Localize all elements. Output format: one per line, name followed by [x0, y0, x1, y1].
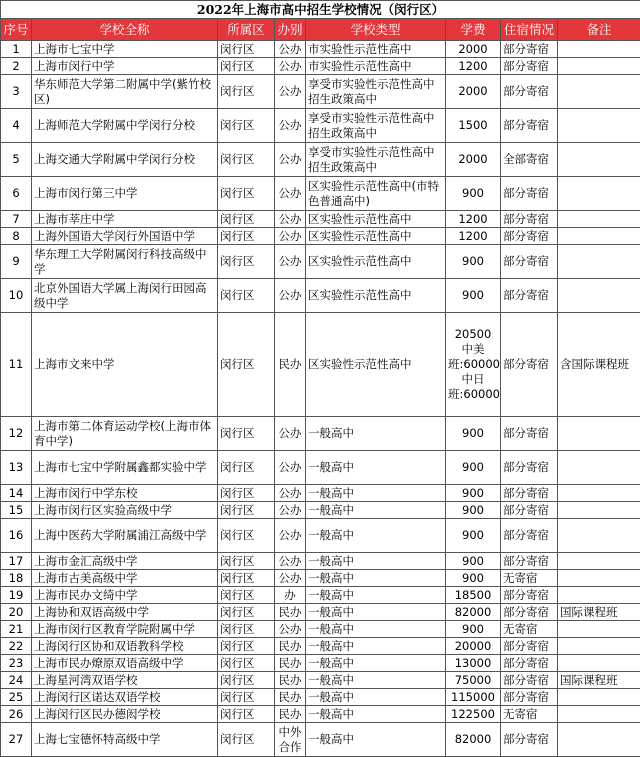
cell-boarding: 部分寄宿 [501, 109, 558, 143]
table-row [1, 587, 640, 604]
cell-school-type: 一般高中 [306, 706, 446, 723]
header-district: 所属区 [218, 19, 275, 41]
cell-note [558, 706, 640, 723]
cell-ownership: 民办 [275, 604, 306, 621]
cell-ownership: 公办 [275, 41, 306, 58]
cell-ownership: 公办 [275, 485, 306, 502]
cell-fee: 900 [446, 485, 501, 502]
cell-boarding: 部分寄宿 [501, 41, 558, 58]
cell-note [558, 587, 640, 604]
cell-ownership: 公办 [275, 417, 306, 451]
cell-district: 闵行区 [218, 672, 275, 689]
cell-school-name: 上海市莘庄中学 [32, 211, 218, 228]
cell-school-type: 一般高中 [306, 638, 446, 655]
cell-fee: 1200 [446, 211, 501, 228]
cell-school-name: 上海外国语大学闵行外国语中学 [32, 228, 218, 245]
cell-school-name: 上海交通大学附属中学闵行分校 [32, 143, 218, 177]
cell-boarding: 部分寄宿 [501, 313, 558, 417]
cell-no: 23 [1, 655, 32, 672]
cell-fee: 18500 [446, 587, 501, 604]
cell-school-type: 一般高中 [306, 689, 446, 706]
cell-school-name: 上海市民办文绮中学 [32, 587, 218, 604]
cell-school-name: 北京外国语大学属上海闵行田园高级中学 [32, 279, 218, 313]
cell-note [558, 109, 640, 143]
cell-note [558, 621, 640, 638]
header-type: 学校类型 [306, 19, 446, 41]
cell-boarding: 无寄宿 [501, 706, 558, 723]
cell-boarding: 部分寄宿 [501, 451, 558, 485]
table-row [1, 109, 640, 143]
cell-no: 2 [1, 58, 32, 75]
cell-note [558, 553, 640, 570]
table-row [1, 570, 640, 587]
cell-school-name: 华东师范大学第二附属中学(紫竹校区) [32, 75, 218, 109]
cell-school-name: 上海师范大学附属中学闵行分校 [32, 109, 218, 143]
table-row [1, 177, 640, 211]
cell-no: 12 [1, 417, 32, 451]
cell-fee: 900 [446, 570, 501, 587]
cell-ownership: 公办 [275, 58, 306, 75]
cell-boarding: 无寄宿 [501, 570, 558, 587]
cell-school-name: 上海市古美高级中学 [32, 570, 218, 587]
cell-fee: 1500 [446, 109, 501, 143]
header-boarding: 住宿情况 [501, 19, 558, 41]
cell-district: 闵行区 [218, 706, 275, 723]
cell-district: 闵行区 [218, 41, 275, 58]
title-row [1, 1, 640, 19]
cell-school-type: 享受市实验性示范性高中招生政策高中 [306, 75, 446, 109]
cell-boarding: 部分寄宿 [501, 177, 558, 211]
cell-school-type: 区实验性示范性高中 [306, 211, 446, 228]
cell-school-name: 上海星河湾双语学校 [32, 672, 218, 689]
cell-school-type: 一般高中 [306, 485, 446, 502]
cell-district: 闵行区 [218, 417, 275, 451]
cell-school-type: 一般高中 [306, 604, 446, 621]
cell-district: 闵行区 [218, 621, 275, 638]
cell-fee: 900 [446, 177, 501, 211]
cell-school-type: 一般高中 [306, 723, 446, 757]
cell-no: 14 [1, 485, 32, 502]
cell-note [558, 58, 640, 75]
cell-district: 闵行区 [218, 228, 275, 245]
cell-school-type: 一般高中 [306, 655, 446, 672]
cell-district: 闵行区 [218, 143, 275, 177]
cell-school-type: 区实验性示范性高中 [306, 279, 446, 313]
cell-ownership: 民办 [275, 689, 306, 706]
table-row [1, 672, 640, 689]
cell-note [558, 211, 640, 228]
cell-district: 闵行区 [218, 587, 275, 604]
table-row [1, 245, 640, 279]
cell-boarding: 无寄宿 [501, 621, 558, 638]
header-fee: 学费 [446, 19, 501, 41]
cell-ownership: 公办 [275, 502, 306, 519]
cell-district: 闵行区 [218, 604, 275, 621]
cell-fee: 900 [446, 245, 501, 279]
cell-no: 16 [1, 519, 32, 553]
cell-ownership: 民办 [275, 313, 306, 417]
table-row [1, 519, 640, 553]
cell-boarding: 部分寄宿 [501, 689, 558, 706]
header-row [1, 19, 640, 41]
cell-school-type: 区实验性示范性高中(市特色普通高中) [306, 177, 446, 211]
cell-fee: 2000 [446, 41, 501, 58]
table-row [1, 451, 640, 485]
cell-no: 22 [1, 638, 32, 655]
cell-school-name: 上海市文来中学 [32, 313, 218, 417]
cell-fee: 900 [446, 502, 501, 519]
table-row [1, 655, 640, 672]
cell-school-name: 上海闵行区诺达双语学校 [32, 689, 218, 706]
table-row [1, 58, 640, 75]
cell-note [558, 417, 640, 451]
cell-boarding: 部分寄宿 [501, 485, 558, 502]
cell-ownership: 公办 [275, 519, 306, 553]
table-title: 2022年上海市高中招生学校情况（闵行区） [1, 1, 640, 19]
cell-fee: 900 [446, 553, 501, 570]
cell-fee: 13000 [446, 655, 501, 672]
cell-fee: 20500 中美班:60000 中日班:60000 [446, 313, 501, 417]
table-row [1, 706, 640, 723]
table-row [1, 604, 640, 621]
cell-ownership: 公办 [275, 570, 306, 587]
cell-note [558, 75, 640, 109]
cell-ownership: 民办 [275, 638, 306, 655]
cell-no: 5 [1, 143, 32, 177]
table-body [1, 1, 640, 757]
cell-fee: 82000 [446, 723, 501, 757]
cell-boarding: 部分寄宿 [501, 211, 558, 228]
cell-school-name: 上海市七宝中学 [32, 41, 218, 58]
cell-no: 25 [1, 689, 32, 706]
cell-district: 闵行区 [218, 177, 275, 211]
cell-no: 24 [1, 672, 32, 689]
cell-school-type: 市实验性示范性高中 [306, 41, 446, 58]
cell-boarding: 部分寄宿 [501, 553, 558, 570]
cell-district: 闵行区 [218, 502, 275, 519]
cell-note: 国际课程班 [558, 604, 640, 621]
cell-note: 含国际课程班 [558, 313, 640, 417]
table-row [1, 41, 640, 58]
cell-ownership: 公办 [275, 75, 306, 109]
table-row [1, 723, 640, 757]
cell-boarding: 部分寄宿 [501, 604, 558, 621]
table-row [1, 228, 640, 245]
cell-school-name: 上海市闵行中学 [32, 58, 218, 75]
cell-school-name: 上海市第二体育运动学校(上海市体育中学) [32, 417, 218, 451]
cell-boarding: 全部寄宿 [501, 143, 558, 177]
cell-ownership: 中外合作 [275, 723, 306, 757]
cell-ownership: 民办 [275, 672, 306, 689]
cell-ownership: 公办 [275, 177, 306, 211]
cell-district: 闵行区 [218, 519, 275, 553]
header-note: 备注 [558, 19, 640, 41]
cell-school-type: 一般高中 [306, 570, 446, 587]
table-row [1, 75, 640, 109]
cell-school-name: 上海闵行区协和双语教科学校 [32, 638, 218, 655]
cell-note [558, 638, 640, 655]
cell-school-name: 上海市闵行中学东校 [32, 485, 218, 502]
cell-note: 国际课程班 [558, 672, 640, 689]
cell-fee: 900 [446, 519, 501, 553]
header-no: 序号 [1, 19, 32, 41]
cell-boarding: 部分寄宿 [501, 75, 558, 109]
cell-note [558, 519, 640, 553]
cell-note [558, 485, 640, 502]
cell-school-type: 区实验性示范性高中 [306, 228, 446, 245]
cell-district: 闵行区 [218, 75, 275, 109]
cell-no: 9 [1, 245, 32, 279]
cell-fee: 82000 [446, 604, 501, 621]
cell-fee: 900 [446, 621, 501, 638]
table-row [1, 211, 640, 228]
cell-fee: 1200 [446, 58, 501, 75]
cell-ownership: 民办 [275, 706, 306, 723]
cell-district: 闵行区 [218, 655, 275, 672]
table-row [1, 638, 640, 655]
cell-fee: 900 [446, 279, 501, 313]
cell-school-type: 一般高中 [306, 621, 446, 638]
cell-district: 闵行区 [218, 553, 275, 570]
table-row [1, 553, 640, 570]
table-row [1, 279, 640, 313]
cell-note [558, 655, 640, 672]
table-row [1, 689, 640, 706]
cell-school-name: 上海市闵行第三中学 [32, 177, 218, 211]
table-row [1, 313, 640, 417]
cell-fee: 122500 [446, 706, 501, 723]
header-name: 学校全称 [32, 19, 218, 41]
cell-school-name: 上海七宝德怀特高级中学 [32, 723, 218, 757]
cell-fee: 2000 [446, 143, 501, 177]
cell-no: 15 [1, 502, 32, 519]
cell-ownership: 公办 [275, 621, 306, 638]
cell-school-name: 上海协和双语高级中学 [32, 604, 218, 621]
cell-school-type: 一般高中 [306, 502, 446, 519]
cell-boarding: 部分寄宿 [501, 587, 558, 604]
cell-note [558, 245, 640, 279]
cell-school-type: 一般高中 [306, 672, 446, 689]
cell-school-type: 一般高中 [306, 519, 446, 553]
cell-no: 21 [1, 621, 32, 638]
cell-no: 3 [1, 75, 32, 109]
cell-boarding: 部分寄宿 [501, 672, 558, 689]
cell-note [558, 451, 640, 485]
cell-note [558, 177, 640, 211]
cell-school-name: 上海市金汇高级中学 [32, 553, 218, 570]
cell-note [558, 502, 640, 519]
cell-boarding: 部分寄宿 [501, 245, 558, 279]
table-row [1, 621, 640, 638]
cell-school-name: 上海中医药大学附属浦江高级中学 [32, 519, 218, 553]
cell-school-name: 上海市七宝中学附属鑫都实验中学 [32, 451, 218, 485]
cell-note [558, 570, 640, 587]
table-row [1, 417, 640, 451]
cell-note [558, 228, 640, 245]
cell-boarding: 部分寄宿 [501, 417, 558, 451]
cell-ownership: 公办 [275, 245, 306, 279]
cell-no: 13 [1, 451, 32, 485]
cell-school-type: 一般高中 [306, 417, 446, 451]
cell-ownership: 公办 [275, 451, 306, 485]
cell-school-name: 上海闵行区民办德闳学校 [32, 706, 218, 723]
cell-fee: 1200 [446, 228, 501, 245]
cell-school-type: 一般高中 [306, 553, 446, 570]
cell-no: 7 [1, 211, 32, 228]
cell-district: 闵行区 [218, 570, 275, 587]
cell-ownership: 公办 [275, 553, 306, 570]
cell-fee: 2000 [446, 75, 501, 109]
cell-fee: 115000 [446, 689, 501, 706]
cell-district: 闵行区 [218, 211, 275, 228]
cell-school-type: 市实验性示范性高中 [306, 58, 446, 75]
cell-no: 19 [1, 587, 32, 604]
cell-no: 8 [1, 228, 32, 245]
cell-school-name: 华东理工大学附属闵行科技高级中学 [32, 245, 218, 279]
cell-school-type: 享受市实验性示范性高中招生政策高中 [306, 143, 446, 177]
cell-ownership: 公办 [275, 228, 306, 245]
cell-ownership: 公办 [275, 279, 306, 313]
cell-school-type: 一般高中 [306, 587, 446, 604]
cell-boarding: 部分寄宿 [501, 502, 558, 519]
cell-district: 闵行区 [218, 451, 275, 485]
cell-boarding: 部分寄宿 [501, 58, 558, 75]
cell-no: 10 [1, 279, 32, 313]
cell-district: 闵行区 [218, 313, 275, 417]
cell-school-type: 区实验性示范性高中 [306, 313, 446, 417]
cell-district: 闵行区 [218, 58, 275, 75]
table-row [1, 143, 640, 177]
cell-note [558, 41, 640, 58]
cell-no: 27 [1, 723, 32, 757]
cell-district: 闵行区 [218, 723, 275, 757]
cell-fee: 20000 [446, 638, 501, 655]
cell-no: 17 [1, 553, 32, 570]
cell-school-name: 上海市闵行区实验高级中学 [32, 502, 218, 519]
cell-ownership: 公办 [275, 211, 306, 228]
cell-boarding: 部分寄宿 [501, 638, 558, 655]
cell-district: 闵行区 [218, 638, 275, 655]
cell-ownership: 民办 [275, 655, 306, 672]
cell-no: 6 [1, 177, 32, 211]
cell-note [558, 279, 640, 313]
cell-no: 11 [1, 313, 32, 417]
cell-ownership: 公办 [275, 109, 306, 143]
table-row [1, 502, 640, 519]
cell-no: 26 [1, 706, 32, 723]
cell-district: 闵行区 [218, 689, 275, 706]
cell-fee: 75000 [446, 672, 501, 689]
cell-no: 1 [1, 41, 32, 58]
cell-school-type: 区实验性示范性高中 [306, 245, 446, 279]
cell-ownership: 公办 [275, 143, 306, 177]
cell-no: 20 [1, 604, 32, 621]
cell-district: 闵行区 [218, 109, 275, 143]
cell-district: 闵行区 [218, 279, 275, 313]
cell-district: 闵行区 [218, 245, 275, 279]
cell-boarding: 部分寄宿 [501, 655, 558, 672]
cell-fee: 900 [446, 451, 501, 485]
cell-school-name: 上海市闵行区教育学院附属中学 [32, 621, 218, 638]
cell-fee: 900 [446, 417, 501, 451]
cell-school-name: 上海市民办燎原双语高级中学 [32, 655, 218, 672]
cell-note [558, 143, 640, 177]
cell-boarding: 部分寄宿 [501, 228, 558, 245]
cell-boarding: 部分寄宿 [501, 519, 558, 553]
table-row [1, 485, 640, 502]
cell-no: 18 [1, 570, 32, 587]
cell-district: 闵行区 [218, 485, 275, 502]
cell-ownership: 办 [275, 587, 306, 604]
cell-boarding: 部分寄宿 [501, 723, 558, 757]
cell-school-type: 享受市实验性示范性高中招生政策高中 [306, 109, 446, 143]
cell-no: 4 [1, 109, 32, 143]
cell-note [558, 723, 640, 757]
cell-school-type: 一般高中 [306, 451, 446, 485]
cell-boarding: 部分寄宿 [501, 279, 558, 313]
cell-note [558, 689, 640, 706]
header-ownership: 办别 [275, 19, 306, 41]
